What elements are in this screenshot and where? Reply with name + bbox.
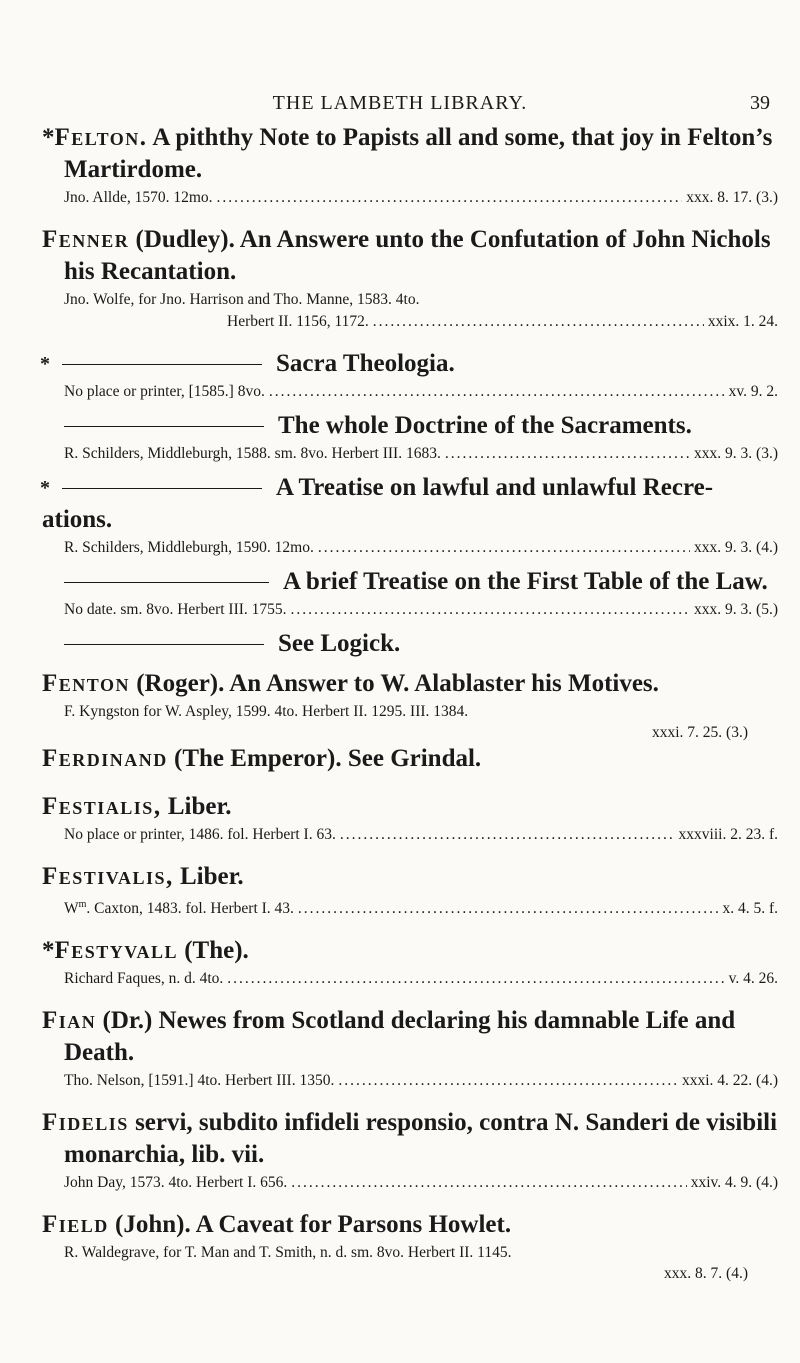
entry-fian [42,1005,778,1091]
entry-title: A Treatise on lawful and unlawful Recre- [276,474,714,501]
shelf-mark: xxxviii. 2. 23. f. [678,826,778,843]
entry-heading [42,861,778,893]
entry-heading [42,628,778,660]
shelf-mark: xxx. 9. 3. (4.) [694,539,778,556]
entry-heading: * Sacra Theologia. [42,348,778,380]
entry-title: Sacra Theologia. [276,350,455,377]
entry-imprint: No place or printer, 1486. fol. Herbert I. 63. ..... xxxviii. 2. 23. f. [42,824,778,845]
entry-title: (Roger). An Answer to W. Alablaster his Motives. [129,670,659,697]
shelf-mark: xxxi. 4. 22. (4.) [681,1072,778,1090]
entry-imprint: John Day, 1573. 4to. Herbert I. 656. ..... xxiv. 4. 9. (4.) [42,1172,778,1193]
entry-heading [42,566,778,598]
entry-title: Liber. [173,863,244,890]
entry-imprint: No date. sm. 8vo. Herbert III. 1755. ..... xxx. 9. 3. (5.) [42,599,778,620]
entry-treatise-recreations [42,472,778,558]
entry-title: (The Emperor). See Grindal. [167,745,482,772]
running-title: THE LAMBETH LIBRARY. [272,92,528,114]
entry-name: Ferdinand [42,745,168,772]
catalogue-entries [42,122,778,1284]
entry-imprint: R. Waldegrave, for T. Man and T. Smith, n. d. sm. 8vo. Herbert II. 1145. [64,1244,512,1262]
entry-name: Field [42,1211,109,1239]
entry-felton [42,122,778,208]
entry-title: A brief Treatise on the First Table of the Law. [283,568,768,595]
entry-heading: * A Treatise on lawful and unlawful Recre- ations. [42,472,778,536]
page-number: 39 [750,92,770,114]
entry-fidelis [42,1107,778,1193]
entry-name: Festivalis, [42,863,174,890]
entry-title: servi, subdito infideli responsio, contra N. Sanderi de visibili monarchia, lib. vii. [64,1109,778,1169]
entry-heading [42,224,778,288]
entry-title-cont: ations. [42,506,113,533]
entry-title: Liber. [161,793,232,820]
entry-name: Felton. [54,124,148,151]
shelf-mark: xxix. 1. 24. [707,313,778,330]
entry-imprint: No place or printer, [1585.] 8vo. ..... xv. 9. 2. [42,381,778,402]
entry-title: See Logick. [278,630,401,657]
entry-title: (John). A Caveat for Parsons Howlet. [108,1211,512,1239]
entry-heading: *Felton. A piththy Note to Papists all and some, that joy in Felton’s Martirdome. [42,124,773,183]
shelf-mark: xxiv. 4. 9. (4.) [690,1174,778,1192]
entry-name: Fian [42,1007,97,1035]
entry-heading [42,743,778,775]
shelf-mark: xxx. 9. 3. (5.) [694,601,778,618]
entry-name: Festyvall [54,937,178,965]
entry-field [42,1209,778,1284]
entry-name: Fidelis [42,1109,129,1137]
shelf-mark: xv. 9. 2. [728,383,778,400]
entry-sacra-theologia [42,348,778,402]
entry-imprint: F. Kyngston for W. Aspley, 1599. 4to. Herbert II. 1295. III. 1384. [64,703,469,720]
shelf-mark: v. 4. 26. [728,970,778,988]
entry-heading [42,1005,778,1069]
entry-title: (Dudley). An Answere unto the Confutation of John Nichols his Recantation. [64,226,771,285]
shelf-mark: xxxi. 7. 25. (3.) [651,724,748,741]
entry-imprint: Richard Faques, n. d. 4to. ..... v. 4. 26. [42,968,778,989]
entry-imprint: Jno. Wolfe, for Jno. Harrison and Tho. Manne, 1583. 4to. [64,291,420,308]
entry-imprint: R. Schilders, Middleburgh, 1588. sm. 8vo. Herbert III. 1683. ..... xxx. 9. 3. (3.) [42,443,778,464]
entry-title: The whole Doctrine of the Sacraments. [278,412,692,439]
entry-title: (The). [177,937,249,965]
entry-festialis [42,791,778,845]
entry-name: Fenner [42,226,130,253]
entry-ferdinand [42,743,778,775]
entry-imprint: $W^m$. Caxton, 1483. fol. Herbert I. 43. ..... x. 4. 5. f. [42,894,778,919]
entry-brief-treatise [42,566,778,620]
entry-fenner [42,224,778,332]
shelf-mark: xxx. 9. 3. (3.) [694,445,778,462]
entry-heading [42,668,778,700]
entry-see-logick [42,628,778,660]
shelf-mark: xxx. 8. 17. (3.) [686,189,778,206]
entry-heading [42,410,778,442]
entry-fenton [42,668,778,743]
entry-festyvall [42,935,778,989]
entry-heading [42,1209,778,1241]
entry-imprint-cont: Herbert II. 1156, 1172. ..... xxix. 1. 24. [42,311,778,332]
entry-imprint: Tho. Nelson, [1591.] 4to. Herbert III. 1350. ..... xxxi. 4. 22. (4.) [42,1070,778,1091]
running-head [0,92,800,122]
entry-heading [42,791,778,823]
entry-doctrine-of-sacraments [42,410,778,464]
entry-heading: *Festyvall (The). [42,937,249,965]
entry-imprint: Jno. Allde, 1570. 12mo. ..... xxx. 8. 17. (3.) [42,187,778,208]
entry-imprint: R. Schilders, Middleburgh, 1590. 12mo. ..... xxx. 9. 3. (4.) [42,537,778,558]
shelf-mark: xxx. 8. 7. (4.) [664,1265,748,1283]
entry-heading [42,1107,778,1171]
shelf-mark: x. 4. 5. f. [722,900,778,918]
entry-title: A piththy Note to Papists all and some, that joy in Felton’s Martirdome. [64,124,773,183]
entry-festivalis [42,861,778,919]
entry-name: Fenton [42,670,130,697]
entry-name: Festialis, [42,793,162,820]
entry-title: (Dr.) Newes from Scotland declaring his damnable Life and Death. [64,1007,736,1067]
